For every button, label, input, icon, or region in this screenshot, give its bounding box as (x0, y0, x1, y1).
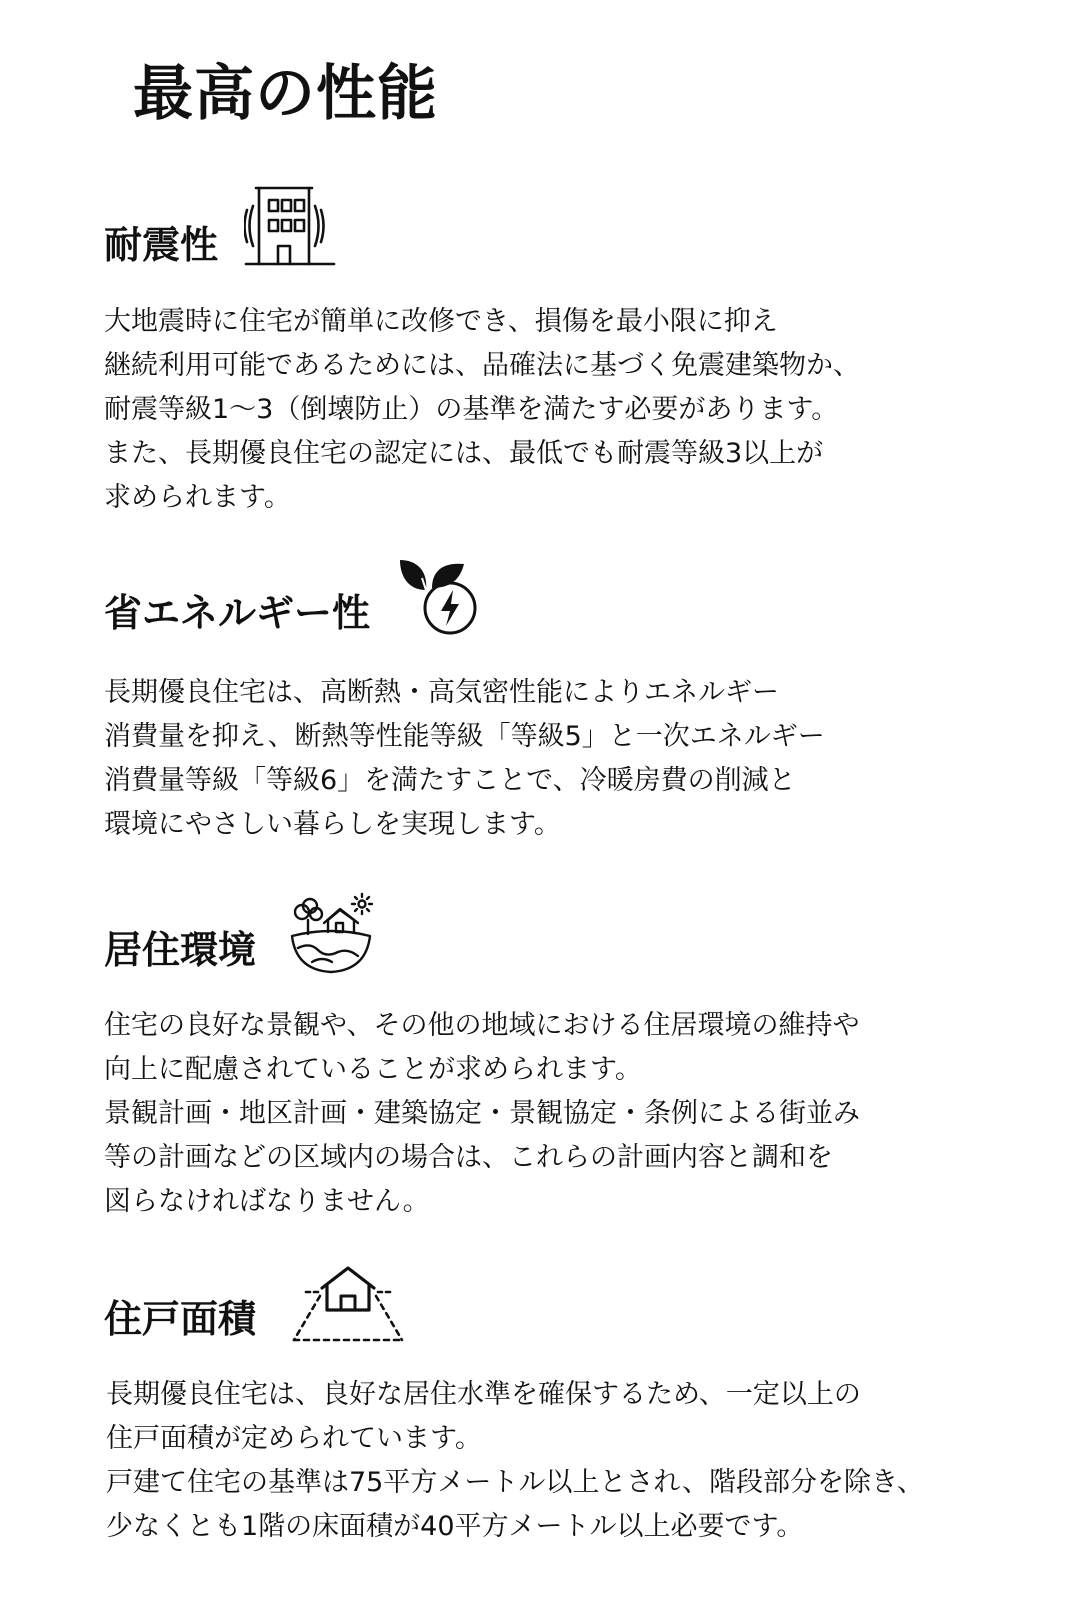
body-line: 住戸面積が定められています。 (106, 1423, 482, 1454)
section-heading-energy: 省エネルギー性 (104, 591, 371, 635)
body-line: 景観計画・地区計画・建築協定・景観協定・条例による街並み (104, 1098, 860, 1129)
body-line: 図らなければなりません。 (104, 1186, 430, 1217)
body-line: 大地震時に住宅が簡単に改修でき、損傷を最小限に抑え (104, 306, 778, 337)
body-line: 長期優良住宅は、良好な居住水準を確保するため、一定以上の (106, 1379, 861, 1410)
body-line: 少なくとも1階の床面積が40平方メートル以上必要です。 (106, 1511, 804, 1542)
floor-area-house-icon (290, 1264, 406, 1346)
section-body-seismic (104, 300, 860, 520)
section-heading-seismic: 耐震性 (104, 223, 219, 267)
body-line: 住宅の良好な景観や、その他の地域における住居環境の維持や (104, 1010, 860, 1041)
body-line: また、長期優良住宅の認定には、最低でも耐震等級3以上が (104, 438, 824, 469)
body-line: 消費量等級「等級6」を満たすことで、冷暖房費の削減と (104, 765, 796, 796)
living-environment-icon (288, 892, 374, 976)
body-line: 長期優良住宅は、高断熱・高気密性能によりエネルギー (104, 677, 779, 708)
body-line: 等の計画などの区域内の場合は、これらの計画内容と調和を (104, 1142, 833, 1173)
section-body-energy (104, 671, 825, 847)
earthquake-building-icon (244, 184, 336, 268)
page-title: 最高の性能 (133, 59, 438, 129)
body-line: 戸建て住宅の基準は75平方メートル以上とされ、階段部分を除き、 (106, 1467, 924, 1498)
eco-energy-icon (396, 556, 484, 638)
section-heading-floor-area: 住戸面積 (104, 1297, 257, 1341)
section-body-floor-area (106, 1373, 924, 1549)
body-line: 求められます。 (104, 482, 291, 513)
body-line: 継続利用可能であるためには、品確法に基づく免震建築物か、 (104, 350, 860, 381)
body-line: 耐震等級1〜3（倒壊防止）の基準を満たす必要があります。 (104, 394, 839, 425)
body-line: 向上に配慮されていることが求められます。 (104, 1054, 642, 1085)
section-heading-environment: 居住環境 (104, 928, 257, 972)
body-line: 消費量を抑え、断熱等性能等級「等級5」と一次エネルギー (104, 721, 825, 752)
section-body-environment (104, 1004, 860, 1224)
body-line: 環境にやさしい暮らしを実現します。 (104, 809, 561, 840)
